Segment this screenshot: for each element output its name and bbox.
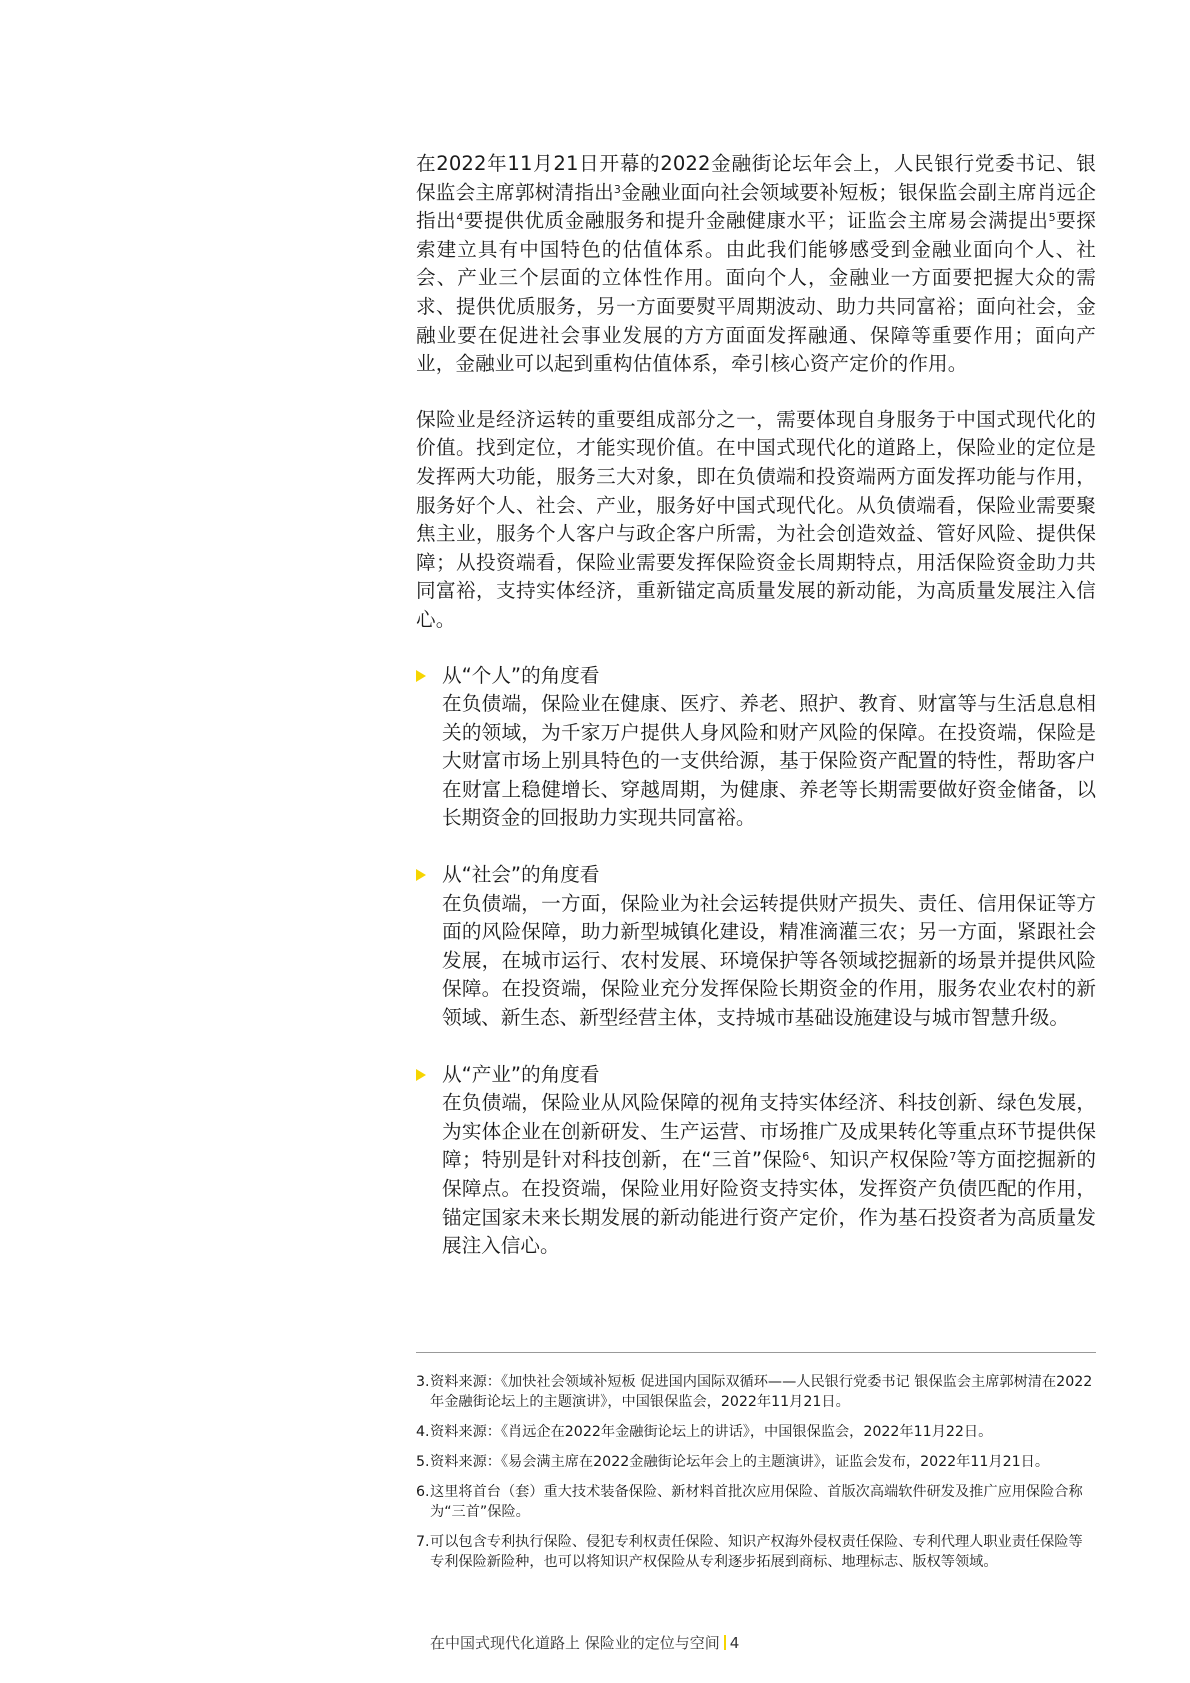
paragraph-insurance: 保险业是经济运转的重要组成部分之一，需要体现自身服务于中国式现代化的价值。找到定位，才能实现价值。在中国式现代化的道路上，保险业的定位是发挥两大功能，服务三大对象，即在负债端和投资端两方面发挥功能与作用，服务好个人、社会、产业，服务好中国式现代化。从负债端看，保险业需要聚焦主业，服务个人客户与政企客户所需，为社会创造效益、管好风险、提供保障；从投资端看，保险业需要发挥保险资金长周期特点，用活保险资金助力共同富裕，支持实体经济，重新锚定高质量发展的新动能，为高质量发展注入信心。 — [416, 407, 1096, 631]
footnote-text: 这里将首台（套）重大技术装备保险、新材料首批次应用保险、首版次高端软件研发及推广应用保险合称为“三首”保险。 — [430, 1484, 1083, 1520]
page-number: 4 — [729, 1634, 740, 1652]
paragraph-intro — [416, 150, 1096, 379]
footer-separator — [724, 1635, 726, 1650]
footer-title: 在中国式现代化道路上 保险业的定位与空间 — [430, 1634, 720, 1652]
footnote-ref-6[interactable]: 6 — [802, 1150, 810, 1164]
footnote-text: 资料来源：《加快社会领域补短板 促进国内国际双循环——人民银行党委书记 银保监会主席郭树清在2022年金融街论坛上的主题演讲》，中国银保监会，2022年11月21日。 — [430, 1374, 1093, 1410]
footnote-number: 7. — [416, 1534, 430, 1550]
footnote-number: 3. — [416, 1374, 430, 1390]
intro-text-4: 要探索建立具有中国特色的估值体系。由此我们能够感受到金融业面向个人、社会、产业三个层面的立体性作用。面向个人，金融业一方面要把握大众的需求、提供优质服务，另一方面要熨平周期波动、助力共同富裕；面向社会，金融业要在促进社会事业发展的方方面面发挥融通、保障等重要作用；面向产业，金融业可以起到重构估值体系，牵引核心资产定价的作用。 — [416, 209, 1096, 376]
bullet-title: 从“社会”的角度看 — [442, 863, 600, 887]
industry-text-3: 等方面挖掘新的保障点。在投资端，保险业用好险资支持实体，发挥资产负债匹配的作用，锚定国家未来长期发展的新动能进行资产定价，作为基石投资者为高质量发展注入信心。 — [442, 1148, 1096, 1258]
footnote-text: 资料来源：《肖远企在2022年金融街论坛上的讲话》，中国银保监会，2022年11月22日。 — [430, 1424, 993, 1440]
footnote-ref-7[interactable]: 7 — [949, 1150, 957, 1164]
bullet-individual — [416, 662, 1096, 834]
intro-text-1: 在2022年11月21日开幕的2022金融街论坛年会上，人民银行党委书记、银保监会主席郭树清指出 — [416, 152, 1096, 204]
page-footer — [430, 1633, 739, 1653]
triangle-bullet-icon — [416, 1069, 426, 1081]
intro-text-3: 要提供优质金融服务和提升金融健康水平；证监会主席易会满提出 — [463, 209, 1049, 233]
bullet-title: 从“产业”的角度看 — [442, 1062, 600, 1086]
footnote-number: 5. — [416, 1454, 430, 1470]
footnote-item — [416, 1422, 1096, 1442]
bullet-title: 从“个人”的角度看 — [442, 663, 600, 687]
footnote-ref-4[interactable]: 4 — [456, 211, 464, 225]
industry-text-2: 、知识产权保险 — [809, 1148, 950, 1172]
footnotes — [416, 1372, 1096, 1582]
triangle-bullet-icon — [416, 869, 426, 881]
industry-text-1: 在负债端，保险业从风险保障的视角支持实体经济、科技创新、绿色发展，为实体企业在创新研发、生产运营、市场推广及成果转化等重点环节提供保障；特别是针对科技创新，在“三首”保险 — [442, 1091, 1096, 1172]
footnote-divider — [416, 1352, 1096, 1353]
triangle-bullet-icon — [416, 670, 426, 682]
main-content — [416, 150, 1096, 1289]
footnote-ref-5[interactable]: 5 — [1048, 211, 1056, 225]
footnote-number: 4. — [416, 1424, 430, 1440]
intro-text-2: 金融业面向社会领域要补短板；银保监会副主席肖远企指出 — [416, 180, 1097, 233]
bullet-industry — [416, 1061, 1096, 1261]
footnote-item — [416, 1372, 1096, 1412]
bullet-body: 在负债端，一方面，保险业为社会运转提供财产损失、责任、信用保证等方面的风险保障，助力新型城镇化建设，精准滴灌三农；另一方面，紧跟社会发展，在城市运行、农村发展、环境保护等各领域挖掘新的场景并提供风险保障。在投资端，保险业充分发挥保险长期资金的作用，服务农业农村的新领域、新生态、新型经营主体，支持城市基础设施建设与城市智慧升级。 — [442, 891, 1096, 1030]
footnote-text: 可以包含专利执行保险、侵犯专利权责任保险、知识产权海外侵权责任保险、专利代理人职业责任保险等专利保险新险种，也可以将知识产权保险从专利逐步拓展到商标、地理标志、版权等领域。 — [430, 1534, 1083, 1570]
bullet-body — [442, 1089, 1096, 1261]
bullet-body: 在负债端，保险业在健康、医疗、养老、照护、教育、财富等与生活息息相关的领域，为千家万户提供人身风险和财产风险的保障。在投资端，保险是大财富市场上别具特色的一支供给源，基于保险资产配置的特性，帮助客户在财富上稳健增长、穿越周期，为健康、养老等长期需要做好资金储备，以长期资金的回报助力实现共同富裕。 — [442, 692, 1096, 830]
footnote-item — [416, 1482, 1096, 1522]
footnote-ref-3[interactable]: 3 — [613, 182, 622, 196]
footnote-number: 6. — [416, 1484, 430, 1500]
bullet-society — [416, 861, 1096, 1033]
footnote-text: 资料来源：《易会满主席在2022金融街论坛年会上的主题演讲》，证监会发布，2022年11月21日。 — [430, 1454, 1050, 1470]
footnote-item — [416, 1452, 1096, 1472]
footnote-item — [416, 1532, 1096, 1572]
